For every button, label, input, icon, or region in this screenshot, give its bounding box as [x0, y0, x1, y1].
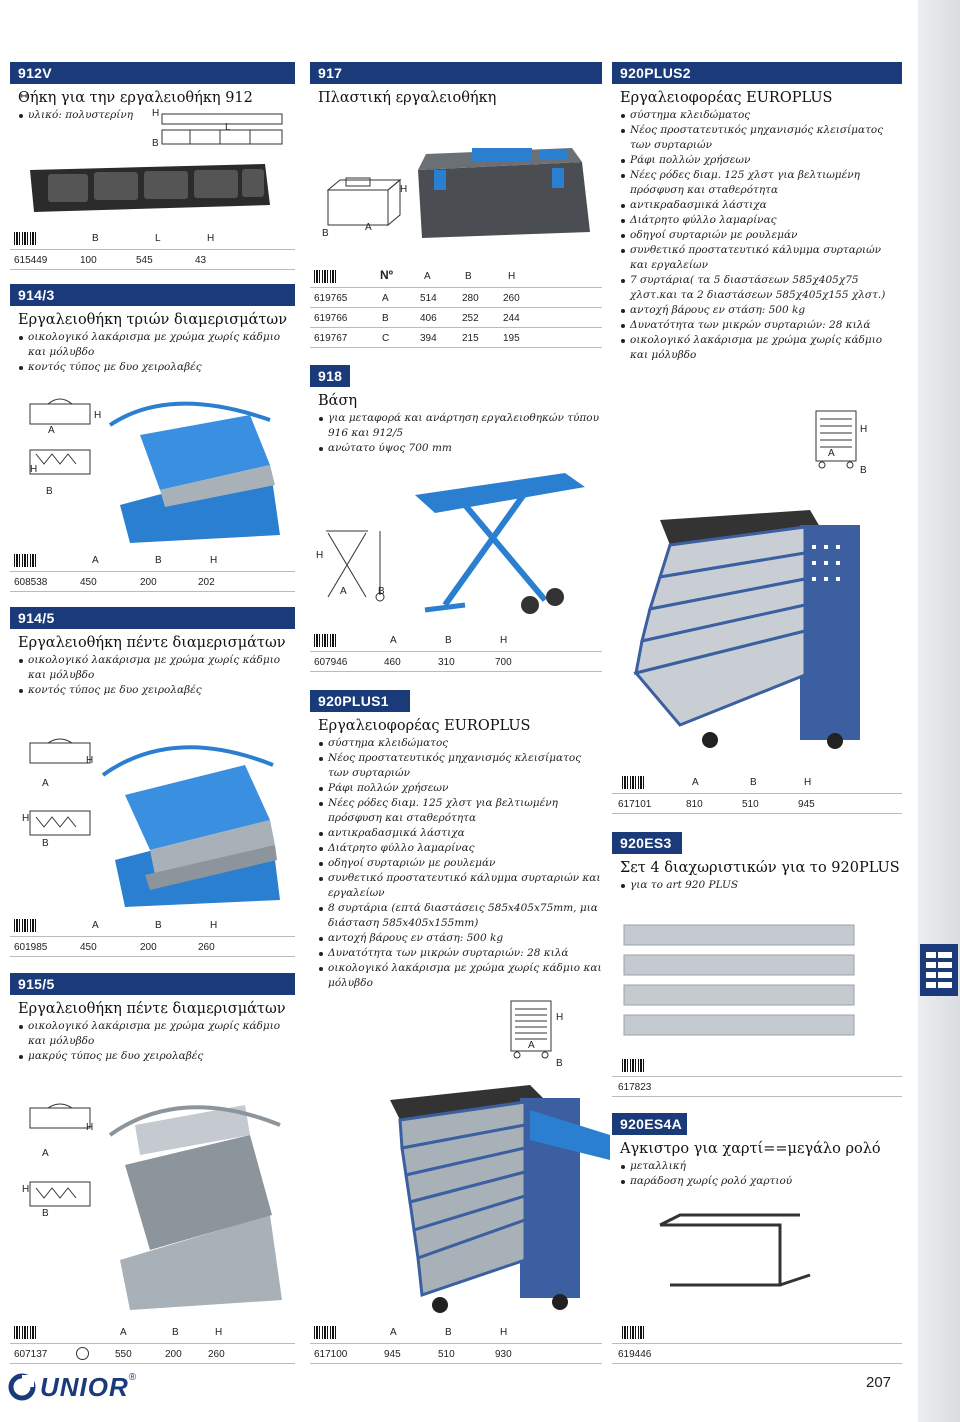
bullet: Ράφι πολλών χρήσεων	[318, 781, 602, 796]
plastic-toolbox-image	[412, 140, 600, 240]
bullet: οδηγοί συρταριών με ρουλεμάν	[620, 228, 902, 243]
page-number: 207	[866, 1374, 892, 1391]
toolbox-5-diagram	[20, 735, 100, 850]
dim-label: H	[86, 1122, 94, 1133]
bullet: Δυνατότητα των μικρών συρταριών: 28 κιλά	[620, 318, 902, 333]
bullet: συνθετικό προστατευτικό κάλυμμα συρταριών και εργαλείων	[318, 871, 602, 901]
barcode-icon	[14, 232, 36, 245]
spec-table: A B H 601985 450 200 260	[10, 915, 295, 957]
bullet: παράδοση χωρίς ρολό χαρτιού	[620, 1174, 902, 1189]
table-row: 617100 945 510 930	[310, 1344, 602, 1364]
dim-label: B	[46, 486, 53, 497]
registered-mark: ®	[128, 1372, 137, 1383]
dim-label: B	[860, 465, 867, 476]
dim-label: B	[322, 228, 329, 239]
clock-icon	[76, 1347, 89, 1360]
insert-tray-image	[20, 150, 280, 220]
bullet: για το art 920 PLUS	[620, 878, 902, 893]
bullet: υλικό: πολυστερίνη	[18, 108, 295, 123]
bullet: οικολογικό λακάρισμα με χρώμα χωρίς κάδμιο και μόλυβδο	[18, 1019, 295, 1049]
dim-label: B	[556, 1058, 563, 1069]
bullet: 8 συρτάρια (επτά διαστάσεις 585x405x75mm, μια διάσταση 585x405x155mm)	[318, 901, 602, 931]
barcode-icon	[622, 1326, 644, 1339]
table-row: 615449 100 545 43	[10, 250, 295, 270]
table-row: 619767 C 394 215 195	[310, 328, 602, 348]
spec-table	[612, 1055, 902, 1097]
bullet: για μεταφορά και ανάρτηση εργαλειοθηκών τύπου 916 και 912/5	[318, 411, 602, 441]
table-row: 617823	[612, 1077, 902, 1097]
dim-label: H	[556, 1012, 564, 1023]
bullet: κοντός τύπος με δυο χειρολαβές	[18, 683, 295, 698]
bullet: Νέος προστατευτικός μηχανισμός κλεισίματος των συρταριών	[318, 751, 602, 781]
product-920plus1	[310, 690, 602, 991]
product-914-3	[10, 284, 295, 375]
spec-table: A B H 617101 810 510 945	[612, 772, 902, 814]
bullet: σύστημα κλειδώματος	[318, 736, 602, 751]
dim-label: A	[42, 1148, 49, 1159]
bullet: μεταλλική	[620, 1159, 902, 1174]
dim-label: H	[316, 550, 324, 561]
spec-table: Nº A B H 619765 A 514 280 260 619766 B 406 252 244 619767 C 394 215 195	[310, 266, 602, 348]
brand-logo	[8, 1372, 136, 1402]
product-914-5	[10, 607, 295, 698]
product-code: 920PLUS2	[612, 62, 902, 84]
product-title: Θήκη για την εργαλειοθήκη 912	[18, 90, 253, 106]
bullet: 7 συρτάρια( τα 5 διαστάσεων 585χ405χ75 χλστ.και τα 2 διαστάσεων 585χ405χ155 χλστ.)	[620, 273, 902, 303]
table-row: 608538 450 200 202	[10, 572, 295, 592]
bullet: συνθετικό προστατευτικό κάλυμμα συρταριών και εργαλείων	[620, 243, 902, 273]
product-title: Εργαλειοφορέας EUROPLUS	[620, 90, 833, 106]
product-code: 920ES4A	[612, 1113, 687, 1135]
spec-table	[612, 1322, 902, 1364]
product-code: 917	[310, 62, 602, 84]
bullet: Διάτρητο φύλλο λαμαρίνας	[620, 213, 902, 228]
bullet: Ράφι πολλών χρήσεων	[620, 153, 902, 168]
insert-tray-diagram	[150, 108, 290, 150]
table-row: 607137 550 200 260	[10, 1344, 295, 1364]
dim-label: A	[828, 448, 835, 459]
brand-name: UNIOR	[40, 1371, 129, 1402]
product-code: 920PLUS1	[310, 690, 410, 712]
trolley-8-image	[370, 1080, 615, 1320]
dim-label: A	[365, 222, 372, 233]
table-row: 619446	[612, 1344, 902, 1364]
dividers-image	[612, 915, 862, 1045]
toolbox-long-image	[100, 1095, 290, 1315]
barcode-icon	[14, 1326, 36, 1339]
dim-label: A	[42, 778, 49, 789]
product-title: Σετ 4 διαχωριστικών για το 920PLUS	[620, 860, 900, 876]
toolbox-5-image	[95, 735, 290, 910]
dim-label: H	[86, 755, 94, 766]
product-920es3	[612, 832, 902, 893]
bullet: Νέες ρόδες διαμ. 125 χλστ για βελτιωμένη πρόσφυση και σταθερότητα	[318, 796, 602, 826]
toolbox-long-diagram	[20, 1100, 100, 1220]
bullet: οικολογικό λακάρισμα με χρώμα χωρίς κάδμιο και μόλυβδο	[18, 653, 295, 683]
barcode-icon	[314, 634, 336, 647]
plastic-toolbox-diagram	[318, 160, 410, 240]
table-row: 619766 B 406 252 244	[310, 308, 602, 328]
dim-label: A	[528, 1040, 535, 1051]
product-code: 915/5	[10, 973, 295, 995]
spec-table: A B H 607137 550 200 260	[10, 1322, 295, 1364]
bullet: αντικραδασμικά λάστιχα	[620, 198, 902, 213]
bullet: οικολογικό λακάρισμα με χρώμα χωρίς κάδμιο και μόλυβδο	[318, 961, 602, 991]
bullet: σύστημα κλειδώματος	[620, 108, 902, 123]
toolbox-3-image	[100, 395, 290, 545]
dim-label: H	[30, 464, 38, 475]
bullet: Δυνατότητα των μικρών συρταριών: 28 κιλά	[318, 946, 602, 961]
product-915-5	[10, 973, 295, 1064]
barcode-icon	[314, 1326, 336, 1339]
barcode-icon	[622, 776, 644, 789]
product-917	[310, 62, 602, 108]
barcode-icon	[14, 919, 36, 932]
spec-table: A B H 617100 945 510 930	[310, 1322, 602, 1364]
bullet: αντοχή βάρους εν στάση: 500 kg	[620, 303, 902, 318]
dim-label: B	[42, 838, 49, 849]
toolbox-3-diagram	[20, 392, 100, 502]
product-code: 918	[310, 365, 350, 387]
catalog-icon	[918, 940, 960, 1000]
product-title: Εργαλειοθήκη πέντε διαμερισμάτων	[18, 1001, 286, 1017]
dim-label: H	[94, 410, 102, 421]
product-920plus2	[612, 62, 902, 363]
spec-table: A B H 607946 460 310 700	[310, 630, 602, 672]
bullet: Νέος προστατευτικός μηχανισμός κλεισίματος των συρταριών	[620, 123, 902, 153]
unior-swirl-icon	[8, 1373, 36, 1401]
product-920es4a	[612, 1113, 902, 1189]
bullet: αντοχή βάρους εν στάση: 500 kg	[318, 931, 602, 946]
barcode-icon	[14, 554, 36, 567]
table-row: 601985 450 200 260	[10, 937, 295, 957]
side-tab	[918, 0, 960, 1422]
bullet: οικολογικό λακάρισμα με χρώμα χωρίς κάδμιο και μόλυβδο	[620, 333, 902, 363]
product-title: Εργαλειοφορέας EUROPLUS	[318, 718, 531, 734]
bullet: κοντός τύπος με δυο χειρολαβές	[18, 360, 295, 375]
bullet: Διάτρητο φύλλο λαμαρίνας	[318, 841, 602, 856]
bullet: οδηγοί συρταριών με ρουλεμάν	[318, 856, 602, 871]
dim-label: L	[225, 122, 231, 133]
paper-roll-hook-image	[640, 1205, 840, 1315]
barcode-icon	[622, 1059, 644, 1072]
product-title: Βάση	[318, 393, 358, 409]
product-title: Εργαλειοθήκη τριών διαμερισμάτων	[18, 312, 288, 328]
dim-label: H	[22, 813, 30, 824]
product-code: 920ES3	[612, 832, 682, 854]
dim-label: H	[152, 108, 160, 119]
table-row: 619765 A 514 280 260	[310, 288, 602, 308]
bullet: μακρύς τύπος με δυο χειρολαβές	[18, 1049, 295, 1064]
product-code: 912V	[10, 62, 295, 84]
spec-table: B L H 615449 100 545 43	[10, 228, 295, 270]
dim-label: B	[378, 586, 385, 597]
dim-label: H	[22, 1184, 30, 1195]
product-918	[310, 365, 602, 456]
table-row: 607946 460 310 700	[310, 652, 602, 672]
trolley-7-image	[620, 505, 860, 750]
product-title: Αγκιστρο για χαρτί==μεγάλο ρολό	[620, 1141, 881, 1157]
dim-label: H	[400, 184, 408, 195]
barcode-icon	[314, 270, 336, 283]
product-code: 914/3	[10, 284, 295, 306]
bullet: Νέες ρόδες διαμ. 125 χλστ για βελτιωμένη πρόσφυση και σταθερότητα	[620, 168, 902, 198]
dim-label: A	[340, 586, 347, 597]
spec-table: A B H 608538 450 200 202	[10, 550, 295, 592]
dim-label: B	[152, 138, 159, 149]
stand-diagram	[318, 525, 398, 615]
dim-label: A	[48, 425, 55, 436]
product-code: 914/5	[10, 607, 295, 629]
bullet: αντικραδασμικά λάστιχα	[318, 826, 602, 841]
stand-image	[405, 465, 595, 625]
dim-label: B	[42, 1208, 49, 1219]
table-row: 617101 810 510 945	[612, 794, 902, 814]
product-title: Εργαλειοθήκη πέντε διαμερισμάτων	[18, 635, 286, 651]
dim-label: H	[860, 424, 868, 435]
product-title: Πλαστική εργαλειοθήκη	[318, 90, 497, 106]
bullet: ανώτατο ύψος 700 mm	[318, 441, 602, 456]
bullet: οικολογικό λακάρισμα με χρώμα χωρίς κάδμιο και μόλυβδο	[18, 330, 295, 360]
